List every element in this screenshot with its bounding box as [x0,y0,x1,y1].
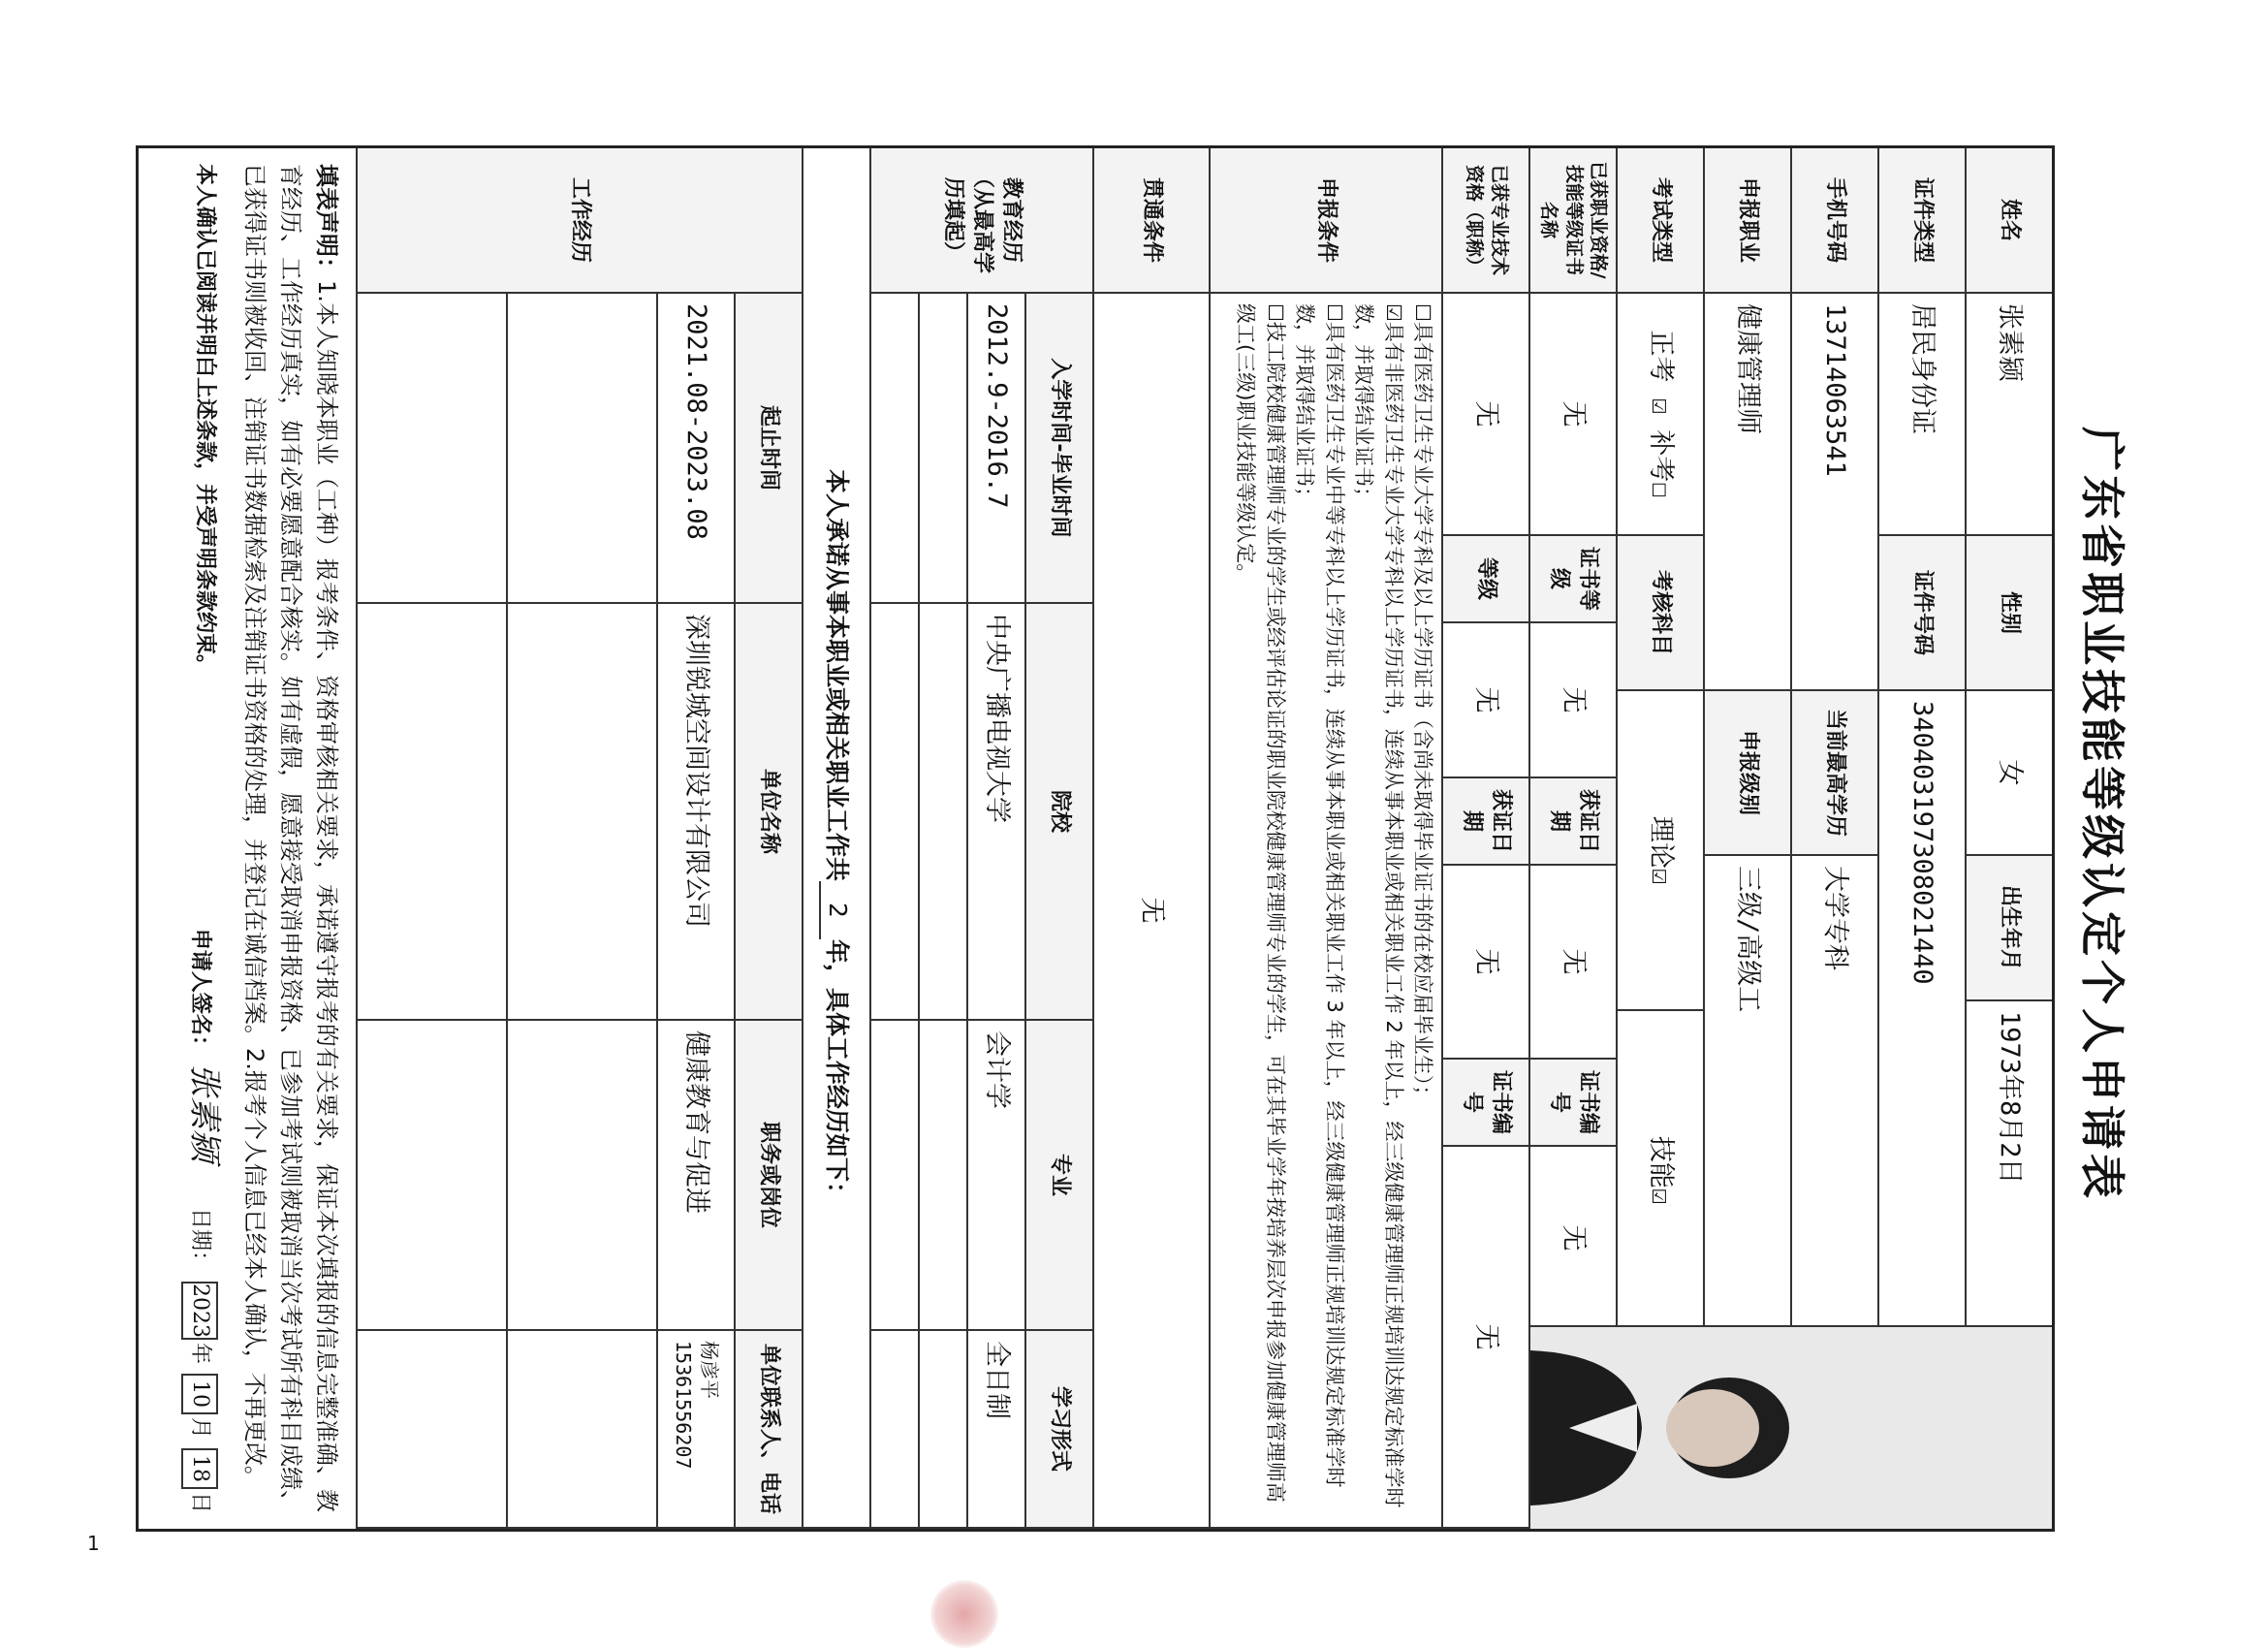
edu-empty-cell [918,1021,966,1331]
work-header-position: 职务或岗位 [734,1021,802,1331]
subject-label: 考核科目 [1616,536,1703,691]
work-empty-cell [506,1021,656,1331]
edu-empty-cell [869,1331,918,1529]
through-label: 贯通条件 [1092,148,1209,294]
subject-skill: 技能☑ [1616,1011,1703,1331]
cert2-no-label: 证书编号 [1441,1060,1528,1147]
date-year: 2023 [181,1282,218,1340]
work-row-time: 2021.08-2023.08 [656,294,734,604]
subject-theory: 理论☑ [1616,691,1703,1011]
cert1-no-value: 无 [1528,1147,1616,1331]
declaration-heading: 填表声明： [313,164,340,280]
condition-item: ☐具有医药卫生专业中等专科以上学历证书，连续从事本职业或相关职业工作 3 年以上，经三级健康管理师正规培训达规定标准学时数，并取得结业证书； [1293,303,1346,1488]
work-promise-prefix: 本人承诺从事本职业或相关职业工作共 [822,468,851,881]
cert2-label: 已获专业技术资格（职称） [1441,148,1528,294]
date-day: 18 [181,1448,218,1489]
edu-empty-cell [918,1331,966,1529]
work-row-contact: 杨彦平15361556207 [656,1331,734,1529]
cert1-no-label: 证书编号 [1528,1060,1616,1147]
edu-empty-cell [918,294,966,604]
work-empty-cell [356,294,506,604]
declaration-text: 1.本人知晓本职业（工种）报考条件、资格审核相关要求，承诺遵守报考的有关要求，保证本次填报的信息完整准确、教育经历、工作经历真实，如有必要愿意配合核实。如有虚假，愿意接受取消申报资格、已参加考试则被取消当次考试所有科目成绩、已获得证书则被收回、注销证书数据检索及注销证书资格的处理，并登记在诚信档案。2.报考个人信息已经本人确认，不再更改。 [240,164,340,1513]
edu-label: 当前最高学历 [1790,691,1877,856]
edu-empty-cell [869,604,918,1021]
examtype-label: 考试类型 [1616,148,1703,294]
cert2-grade-value: 无 [1441,623,1528,778]
signature-line [179,164,231,1513]
phone-label: 手机号码 [1790,148,1877,294]
declaration-confirm: 本人确认已阅读并明白上述条款，并受声明条款约束。 [193,164,218,677]
work-empty-cell [506,294,656,604]
condition-item: ☑具有非医药卫生专业大学专科以上学历证书，连续从事本职业或相关职业工作 2 年以上，经三级健康管理师正规培训达规定标准学时数，并取得结业证书； [1352,303,1405,1508]
edu-row-school: 中央广播电视大学 [966,604,1024,1021]
rotated-document [78,87,2152,1541]
edu-row-major: 会计学 [966,1021,1024,1331]
edu-value: 大学专科 [1790,856,1877,1331]
job-value: 健康管理师 [1703,294,1790,691]
cert2-date-label: 获证日期 [1441,778,1528,866]
cert1-value: 无 [1528,294,1616,536]
idno-value: 340403197308021440 [1877,691,1965,1331]
form-table [136,145,2055,1532]
day-unit: 日 [188,1491,213,1513]
work-row-company: 深圳锐城空间设计有限公司 [656,604,734,1021]
conditions-list [1209,294,1441,1529]
work-years: 2 [819,881,854,939]
work-row-position: 健康教育与促进 [656,1021,734,1331]
cert1-date-label: 获证日期 [1528,778,1616,866]
cert1-grade-label: 证书等级 [1528,536,1616,623]
portrait-icon [1530,1336,1821,1520]
declaration [133,148,356,1529]
work-label: 工作经历 [356,148,802,294]
work-header-contact: 单位联系人、电话 [734,1331,802,1529]
idtype-value: 居民身份证 [1877,294,1965,536]
conditions-label: 申报条件 [1209,148,1441,294]
date-month: 10 [181,1374,218,1414]
cert2-no-value: 无 [1441,1147,1528,1529]
edu-header-major: 专业 [1024,1021,1092,1331]
name-label: 姓名 [1965,148,2052,294]
work-empty-cell [356,1331,506,1529]
signature: 张素颍 [185,1062,225,1162]
work-promise-suffix: 年，具体工作经历如下： [822,939,851,1207]
signer-label: 申请人签名： [188,928,213,1057]
date-label: 日期： [188,1207,213,1272]
gender-value: 女 [1965,691,2052,856]
month-unit: 月 [188,1416,213,1439]
job-label: 申报职业 [1703,148,1790,294]
year-unit: 年 [188,1342,213,1364]
work-empty-cell [506,1331,656,1529]
work-header-company: 单位名称 [734,604,802,1021]
condition-item: ☐技工院校健康管理师专业的学生或经评估论证的职业院校健康管理师专业的学生，可在其毕业学年按培养层次申报参加健康管理师高级工(三级)职业技能等级认定。 [1234,303,1287,1503]
cert2-value: 无 [1441,294,1528,536]
examtype-value: 正考 ☑ 补考☐ [1616,294,1703,536]
work-empty-cell [356,604,506,1021]
cert1-grade-value: 无 [1528,623,1616,778]
cert2-grade-label: 等级 [1441,536,1528,623]
gender-label: 性别 [1965,536,2052,691]
edu-row-form: 全日制 [966,1331,1024,1529]
edu-empty-cell [918,604,966,1021]
work-empty-cell [506,604,656,1021]
phone-value: 13714063541 [1790,294,1877,691]
edu-header-form: 学习形式 [1024,1331,1092,1529]
name-value: 张素颍 [1965,294,2052,536]
idno-label: 证件号码 [1877,536,1965,691]
work-empty-cell [356,1021,506,1331]
edu-row-time: 2012.9-2016.7 [966,294,1024,604]
edu-empty-cell [869,294,918,604]
edu-header-school: 院校 [1024,604,1092,1021]
fingerprint-stamp [930,1580,998,1648]
page-number: 1 [87,1532,100,1555]
condition-item: ☐具有医药卫生专业大学专科及以上学历证书（含尚未取得毕业证书的在校应届毕业生）； [1411,303,1434,1106]
birth-value: 1973年8月2日 [1965,1001,2052,1331]
education-label: 教育经历（从最高学历填起） [869,148,1092,294]
level-label: 申报级别 [1703,691,1790,856]
cert1-date-value: 无 [1528,866,1616,1060]
edu-empty-cell [869,1021,918,1331]
work-promise [802,148,869,1529]
edu-header-time: 入学时间-毕业时间 [1024,294,1092,604]
work-header-time: 起止时间 [734,294,802,604]
birth-label: 出生年月 [1965,856,2052,1001]
idtype-label: 证件类型 [1877,148,1965,294]
form-title: 广东省职业技能等级认定个人申请表 [2076,427,2128,1202]
applicant-photo [1528,1325,2052,1529]
level-value: 三级/高级工 [1703,856,1790,1331]
through-value: 无 [1092,294,1209,1529]
cert2-date-value: 无 [1441,866,1528,1060]
cert1-label: 已获职业资格/技能等级证书名称 [1528,148,1616,294]
